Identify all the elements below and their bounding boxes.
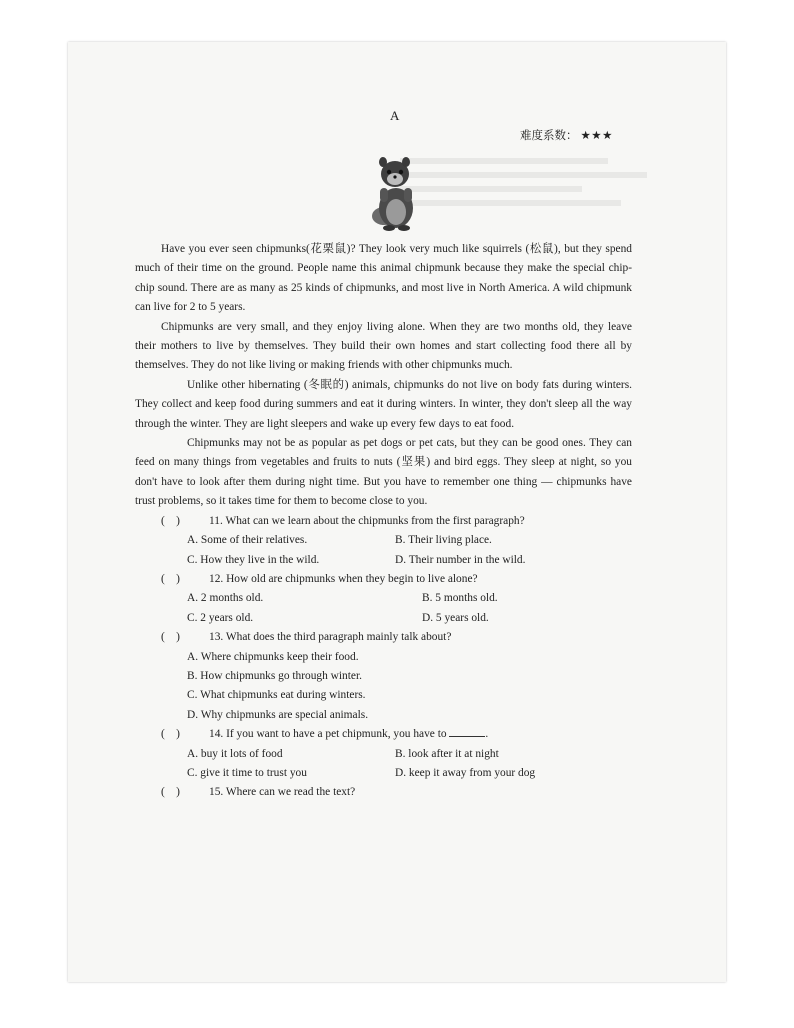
difficulty-rating: [520, 127, 613, 143]
question-stem-end: .: [485, 728, 489, 741]
question-13: [135, 628, 632, 647]
passage-paragraph-2: Chipmunks are very small, and they enjoy living alone. When they are two months old, they leave their mothers to live by themselves. They build their own homes and start collecting food there all by themselves. They do not like living or making friends with other chipmunks much.: [135, 320, 632, 372]
question-stem: 11. What can we learn about the chipmunks from the first paragraph?: [209, 514, 525, 527]
option-a: A. 2 months old.: [187, 592, 264, 605]
chipmunk-illustration: [362, 150, 428, 232]
option-b: B. 5 months old.: [422, 592, 498, 605]
option-c: C. What chipmunks eat during winters.: [187, 689, 366, 702]
option-b: B. How chipmunks go through winter.: [187, 669, 362, 682]
reading-content: [135, 240, 632, 803]
option-b: B. Their living place.: [395, 534, 492, 547]
option-d: D. 5 years old.: [422, 611, 489, 624]
answer-bracket[interactable]: ( ): [161, 786, 180, 799]
difficulty-stars: ★★★: [580, 130, 613, 142]
option-d: D. keep it away from your dog: [395, 766, 536, 779]
option-c: C. How they live in the wild.: [187, 553, 320, 566]
bleed-through-text: [400, 150, 660, 230]
answer-bracket[interactable]: ( ): [161, 631, 180, 644]
answer-blank[interactable]: [449, 726, 485, 737]
answer-bracket[interactable]: ( ): [161, 728, 180, 741]
question-stem: 14. If you want to have a pet chipmunk, you have to: [209, 728, 447, 741]
option-d: D. Why chipmunks are special animals.: [187, 708, 369, 721]
answer-bracket[interactable]: ( ): [161, 514, 180, 527]
difficulty-label: 难度系数：: [520, 130, 578, 142]
question-15: [135, 783, 632, 802]
passage-paragraph-1: Have you ever seen chipmunks(花栗鼠)? They look very much like squirrels (松鼠), but they spend much of their time on the ground. People name this animal chipmunk because they make the special chip-chip sound. There are as many as 25 kinds of chipmunks, and most live in North America. A wild chipmunk can live for 2 to 5 years.: [135, 243, 632, 314]
section-label: A: [390, 108, 400, 123]
options-11: [135, 531, 632, 570]
question-list: [135, 512, 632, 803]
option-c: C. 2 years old.: [187, 611, 254, 624]
passage-paragraph-4: Chipmunks may not be as popular as pet dogs or pet cats, but they can be good ones. They can feed on many things from vegetables and fruits to nuts (坚果) and bird eggs. They sleep at night, so you don't have to look after them during night time. But you have to remember one thing — chipmunks have trust problems, so it takes time for them to become close to you.: [135, 437, 632, 508]
options-13: [135, 648, 632, 726]
question-11: [135, 512, 632, 531]
options-12: [135, 589, 632, 628]
question-12: [135, 570, 632, 589]
question-14: [135, 725, 632, 744]
option-a: A. Where chipmunks keep their food.: [187, 650, 359, 663]
passage-paragraph-3: Unlike other hibernating (冬眠的) animals, chipmunks do not live on body fats during winters. They collect and keep food during summers and eat it during winters. In winter, they don't sleep all the way through the winter. They are light sleepers and wake up every few days to eat food.: [135, 378, 632, 430]
question-stem: 12. How old are chipmunks when they begin to live alone?: [209, 572, 478, 585]
option-c: C. give it time to trust you: [187, 766, 307, 779]
option-d: D. Their number in the wild.: [395, 553, 526, 566]
option-a: A. Some of their relatives.: [187, 534, 308, 547]
question-stem: 13. What does the third paragraph mainly talk about?: [209, 631, 452, 644]
options-14: [135, 745, 632, 784]
answer-bracket[interactable]: ( ): [161, 572, 180, 585]
option-a: A. buy it lots of food: [187, 747, 283, 760]
option-b: B. look after it at night: [395, 747, 499, 760]
question-stem: 15. Where can we read the text?: [209, 786, 356, 799]
